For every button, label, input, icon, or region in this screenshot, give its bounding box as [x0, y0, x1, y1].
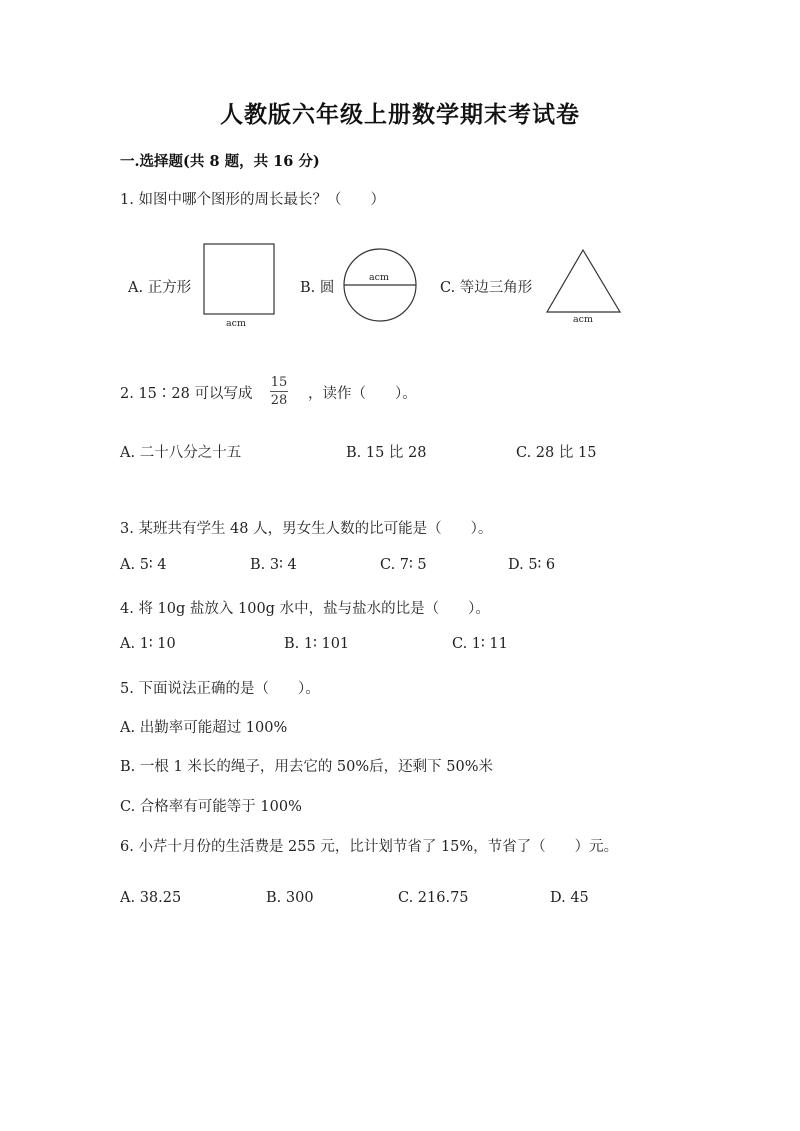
- fraction-bar: [270, 391, 288, 392]
- q2-option-b: B. 15 比 28: [346, 445, 427, 461]
- q5-option-c: C. 合格率有可能等于 100%: [120, 799, 302, 815]
- circle-dim-label: acm: [369, 272, 389, 283]
- q1-option-a-label: A. 正方形: [128, 280, 192, 296]
- square-shape: [204, 244, 274, 314]
- question-5: 5. 下面说法正确的是（ ）。: [120, 681, 320, 697]
- q1-option-c-label: C. 等边三角形: [440, 280, 533, 296]
- q4-option-a: A. 1∶ 10: [120, 636, 176, 652]
- question-2-fraction: [270, 375, 288, 408]
- q4-option-c: C. 1∶ 11: [452, 636, 508, 652]
- q3-option-d: D. 5∶ 6: [508, 557, 556, 573]
- question-6: 6. 小芹十月份的生活费是 255 元，比计划节省了 15%，节省了（ ）元。: [120, 839, 619, 855]
- question-4: 4. 将 10g 盐放入 100g 水中，盐与盐水的比是（ ）。: [120, 601, 490, 617]
- section-heading: 一.选择题(共 8 题，共 16 分): [120, 153, 320, 170]
- q1-option-b-label: B. 圆: [300, 280, 335, 296]
- square-dim-label: acm: [226, 318, 246, 329]
- page-title: 人教版六年级上册数学期末考试卷: [220, 101, 580, 128]
- question-3: 3. 某班共有学生 48 人，男女生人数的比可能是（ ）。: [120, 521, 493, 537]
- q3-option-b: B. 3∶ 4: [250, 557, 297, 573]
- q3-option-a: A. 5∶ 4: [120, 557, 167, 573]
- q4-option-b: B. 1∶ 101: [284, 636, 350, 652]
- question-2-suffix: ，读作（ ）。: [308, 386, 417, 402]
- q3-option-c: C. 7∶ 5: [380, 557, 427, 573]
- triangle-dim-label: acm: [573, 314, 593, 325]
- question-2-prefix: 2. 15∶28 可以写成: [120, 386, 253, 402]
- q2-option-a: A. 二十八分之十五: [120, 445, 242, 461]
- triangle-shape: [547, 250, 620, 312]
- question-1: 1. 如图中哪个图形的周长最长？（ ）: [120, 192, 385, 208]
- q6-option-b: B. 300: [266, 890, 314, 906]
- circle-figure: [340, 246, 422, 326]
- square-figure: [200, 240, 280, 332]
- q2-option-c: C. 28 比 15: [516, 445, 597, 461]
- triangle-figure: [545, 246, 625, 326]
- fraction-numerator: 15: [270, 375, 288, 390]
- q6-option-c: C. 216.75: [398, 890, 469, 906]
- q5-option-a: A. 出勤率可能超过 100%: [120, 720, 288, 736]
- q6-option-d: D. 45: [550, 890, 589, 906]
- q6-option-a: A. 38.25: [120, 890, 182, 906]
- q5-option-b: B. 一根 1 米长的绳子，用去它的 50%后，还剩下 50%米: [120, 759, 493, 775]
- fraction-denominator: 28: [270, 393, 288, 408]
